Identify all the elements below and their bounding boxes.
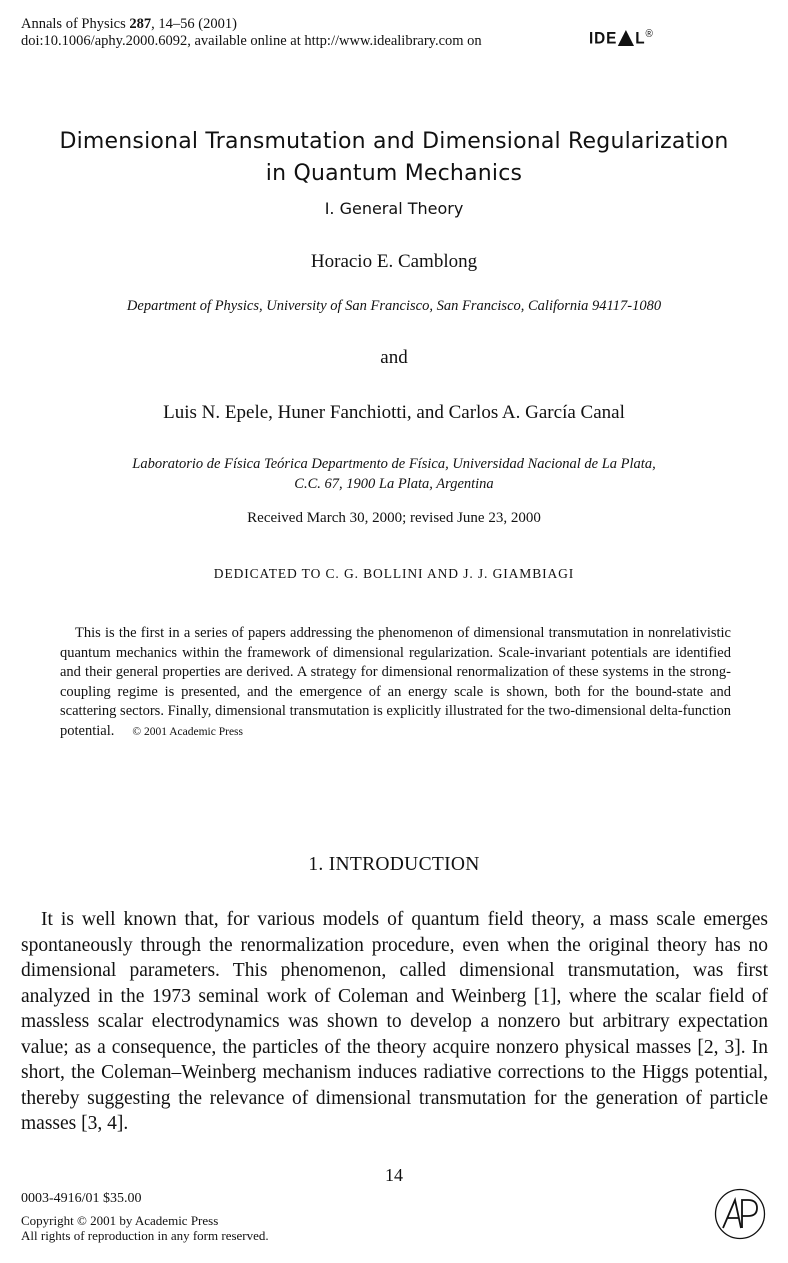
running-header: [21, 16, 482, 50]
doi-line: doi:10.1006/aphy.2000.6092, available online at http://www.idealibrary.com on: [21, 33, 482, 49]
copyright-line: Copyright © 2001 by Academic Press: [21, 1213, 219, 1228]
issn-price: 0003-4916/01 $35.00: [21, 1191, 142, 1206]
paper-subtitle: I. General Theory: [324, 199, 464, 218]
ideal-logo: IDE L®: [589, 28, 654, 48]
journal-volume: 287: [129, 16, 152, 32]
copyright-block: [21, 1213, 269, 1243]
affiliation-2-line-2: C.C. 67, 1900 La Plata, Argentina: [294, 476, 494, 492]
intro-paragraph: It is well known that, for various models of quantum field theory, a mass scale emerges spontaneously through the renormalization procedure, even when the original theory has no dimensional parameters. This phenomenon, called dimensional transmutation, was first analyzed in the 1973 seminal work of Coleman and Weinberg [1], where the scalar field of massless scalar electrodynamics was shown to develop a nonzero but arbitrary expectation value; as a consequence, the particles of the theory acquire nonzero physical masses [2, 3]. In short, the Coleman–Weinberg mechanism induces radiative corrections to the Higgs potential, thereby suggesting the relevance of dimensional transmutation for the generation of particle masses [3, 4].: [21, 909, 768, 1134]
title-line-1: Dimensional Transmutation and Dimensional Regularization: [59, 129, 729, 154]
author-2: Luis N. Epele, Huner Fanchiotti, and Carlos A. García Canal: [163, 402, 625, 423]
affiliation-2: [0, 454, 788, 494]
abstract-text: This is the first in a series of papers addressing the phenomenon of dimensional transmutation in nonrelativistic quantum mechanics within the framework of dimensional regularization. Scale-invariant potentials are identified and their general properties are derived. A strategy for dimensional renormalization of these systems in the strong-coupling regime is presented, and the emergence of an energy scale is shown, both for the bound-state and scattering sectors. Finally, dimensional transmutation is explicitly illustrated for the two-dimensional delta-function potential.: [60, 625, 731, 739]
and-separator: and: [380, 347, 408, 368]
affiliation-1: Department of Physics, University of San Francisco, San Francisco, California 94117-1080: [126, 298, 662, 314]
journal-pages: , 14–56 (2001): [151, 16, 237, 32]
dedication: DEDICATED TO C. G. BOLLINI AND J. J. GIAMBIAGI: [213, 566, 575, 581]
section-heading: 1. INTRODUCTION: [308, 854, 480, 875]
abstract: [60, 624, 731, 742]
paper-title: [0, 126, 788, 190]
journal-citation: [21, 16, 482, 33]
academic-press-logo-icon: [714, 1188, 766, 1240]
journal-name: Annals of Physics: [21, 16, 126, 32]
received-dates: Received March 30, 2000; revised June 23, 2000: [247, 510, 541, 526]
author-1: Horacio E. Camblong: [310, 251, 478, 272]
title-line-2: in Quantum Mechanics: [265, 161, 523, 186]
abstract-publisher: © 2001 Academic Press: [132, 725, 243, 738]
page-number: 14: [385, 1165, 403, 1185]
rights-line: All rights of reproduction in any form reserved.: [21, 1228, 269, 1243]
ideal-logo-triangle-icon: [618, 30, 634, 46]
affiliation-2-line-1: Laboratorio de Física Teórica Departmento de Física, Universidad Nacional de La Plata,: [132, 456, 656, 472]
